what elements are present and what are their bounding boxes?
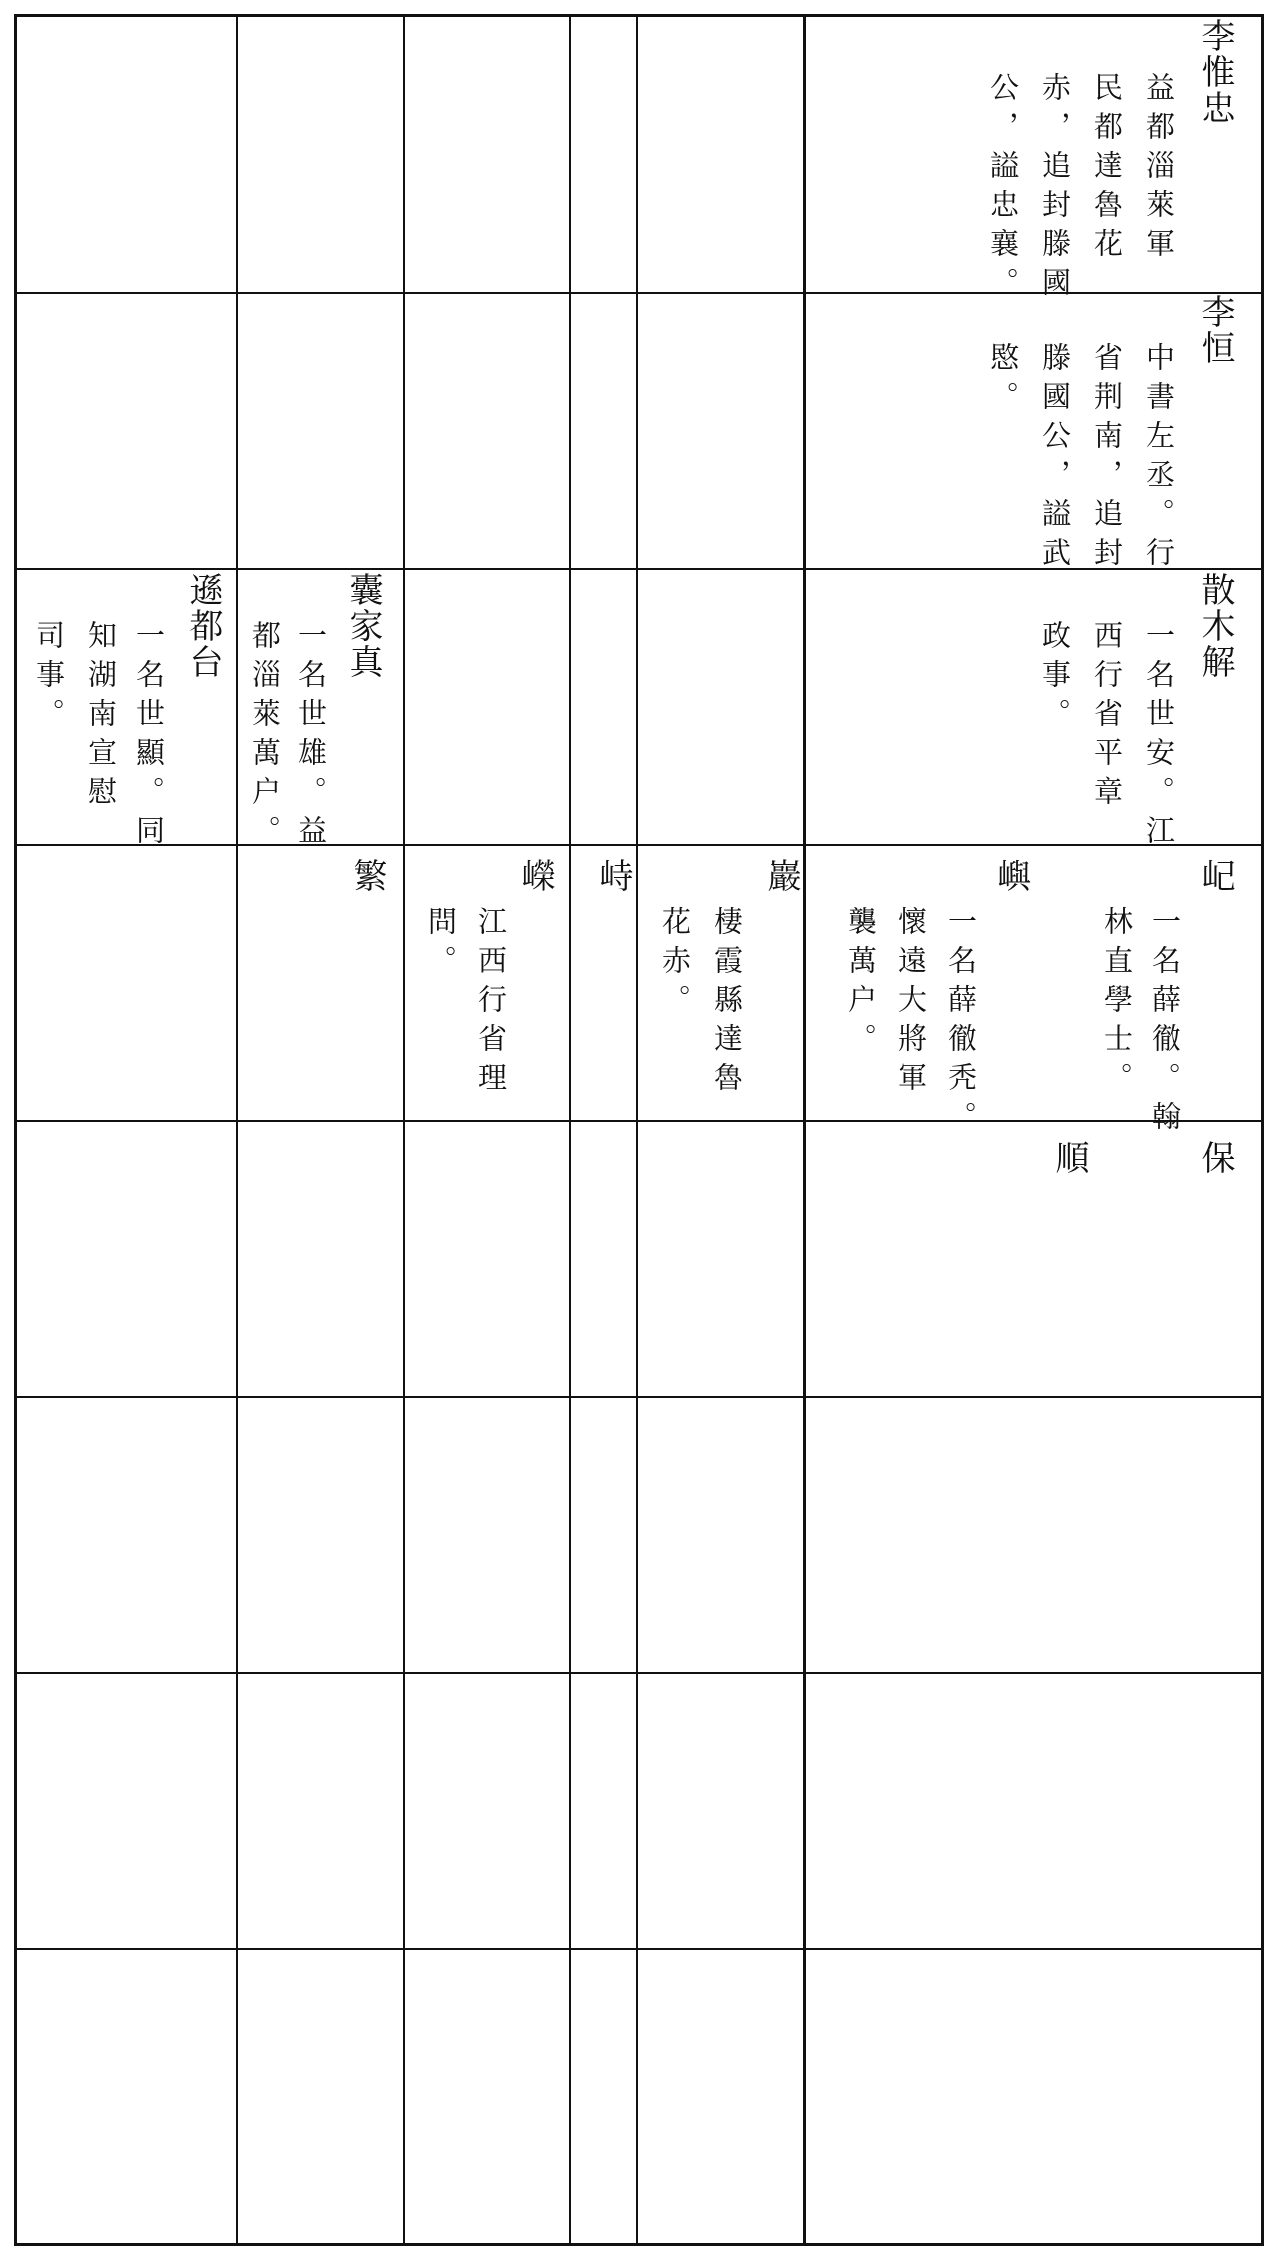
biography-line: 中書左丞。行 [1142, 342, 1176, 576]
person-name: 嶸 [515, 858, 555, 894]
person-name: 峙 [593, 858, 633, 894]
person-name: 遜都台 [183, 572, 223, 680]
row-divider [17, 1120, 1261, 1122]
row-divider [17, 1672, 1261, 1674]
person-name: 屺 [1195, 858, 1235, 894]
biography-line: 江西行省理 [474, 906, 508, 1101]
column-divider [569, 17, 571, 2243]
row-divider [17, 1948, 1261, 1950]
row-divider [17, 844, 1261, 846]
biography-line: 一名世顯。同 [132, 620, 166, 854]
person-name: 繁 [347, 858, 387, 894]
biography-line: 西行省平章 [1090, 620, 1124, 815]
column-divider [803, 17, 806, 2243]
row-divider [17, 292, 1261, 294]
biography-line: 民都達魯花 [1090, 72, 1124, 267]
person-name: 順 [1049, 1140, 1089, 1176]
biography-line: 都淄萊萬户。 [248, 620, 282, 854]
biography-line: 林直學士。 [1100, 906, 1134, 1101]
person-name: 嶼 [991, 858, 1031, 894]
biography-line: 花赤。 [658, 906, 692, 1023]
person-name: 囊家真 [343, 572, 383, 680]
row-divider [17, 1396, 1261, 1398]
genealogy-table [14, 14, 1264, 2246]
biography-line: 一名世安。江 [1142, 620, 1176, 854]
biography-line: 公，謚忠襄。 [986, 72, 1020, 306]
biography-line: 滕國公，謚武 [1038, 342, 1072, 576]
biography-line: 司事。 [32, 620, 66, 737]
biography-line: 益都淄萊軍 [1142, 72, 1176, 267]
column-divider [636, 17, 638, 2243]
biography-line: 愍。 [986, 342, 1020, 420]
person-name: 巖 [761, 858, 801, 894]
biography-line: 問。 [424, 906, 458, 984]
biography-line: 赤，追封滕國 [1038, 72, 1072, 306]
biography-line: 政事。 [1038, 620, 1072, 737]
person-name: 散木解 [1195, 572, 1235, 680]
person-name: 保 [1195, 1140, 1235, 1176]
biography-line: 省荆南，追封 [1090, 342, 1124, 576]
biography-line: 一名世雄。益 [294, 620, 328, 854]
biography-line: 一名薛徹。翰 [1148, 906, 1182, 1140]
biography-line: 一名薛徹秃。 [944, 906, 978, 1140]
biography-line: 懷遠大將軍 [894, 906, 928, 1101]
person-name: 李恒 [1195, 294, 1235, 366]
row-divider [17, 568, 1261, 570]
column-divider [403, 17, 405, 2243]
biography-line: 知湖南宣慰 [84, 620, 118, 815]
biography-line: 襲萬户。 [844, 906, 878, 1062]
column-divider [236, 17, 238, 2243]
biography-line: 棲霞縣達魯 [710, 906, 744, 1101]
person-name: 李惟忠 [1195, 18, 1235, 126]
